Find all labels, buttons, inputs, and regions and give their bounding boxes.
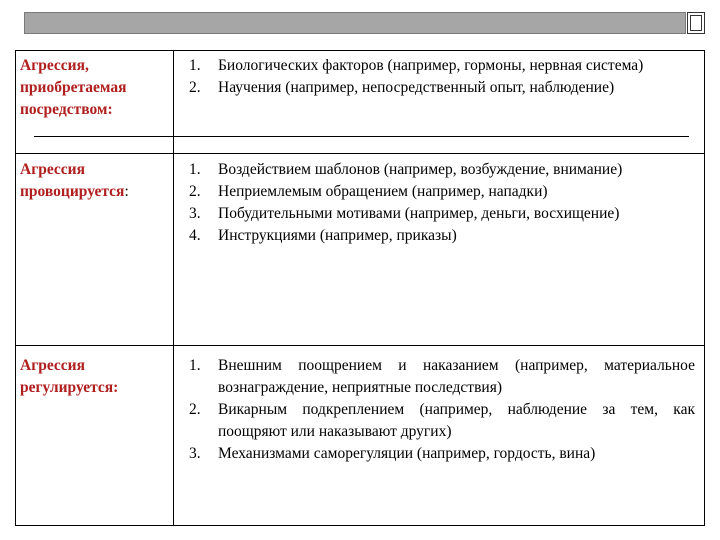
list-item: 1. Внешним поощрением и наказанием (например, материальное вознаграждение, неприятные последствия): [189, 357, 695, 396]
slide-title-bar: [24, 12, 686, 34]
row-heading-provoked: Агрессия провоцируется:: [20, 161, 129, 200]
row-heading-regulated: Агрессия регулируется:: [20, 357, 119, 396]
row-divider-1: [34, 136, 689, 137]
list-item: 4. Инструкциями (например, приказы): [189, 227, 457, 244]
list-item: 3. Механизмами саморегуляции (например, гордость, вина): [189, 445, 596, 462]
list-item: 1. Воздействием шаблонов (например, возбуждение, внимание): [189, 161, 623, 178]
list-item: 3. Побудительными мотивами (например, деньги, восхищение): [189, 205, 620, 222]
row-list-acquired: [183, 55, 695, 99]
list-item: 2. Научения (например, непосредственный опыт, наблюдение): [189, 79, 615, 96]
column-divider: [173, 50, 174, 526]
row-divider-1b: [15, 153, 705, 154]
row-list-regulated: [183, 355, 695, 465]
row-divider-2: [15, 345, 705, 346]
checkbox-icon: [687, 12, 705, 34]
list-item: 2. Неприемлемым обращением (например, нападки): [189, 183, 548, 200]
list-item: 2. Викарным подкреплением (например, наблюдение за тем, как поощряют или наказывают других): [189, 401, 695, 440]
list-item: 1. Биологических факторов (например, гормоны, нервная система): [189, 57, 644, 74]
row-list-provoked: [183, 159, 695, 247]
row-heading-acquired: Агрессия, приобретаемая посредством:: [20, 57, 127, 118]
